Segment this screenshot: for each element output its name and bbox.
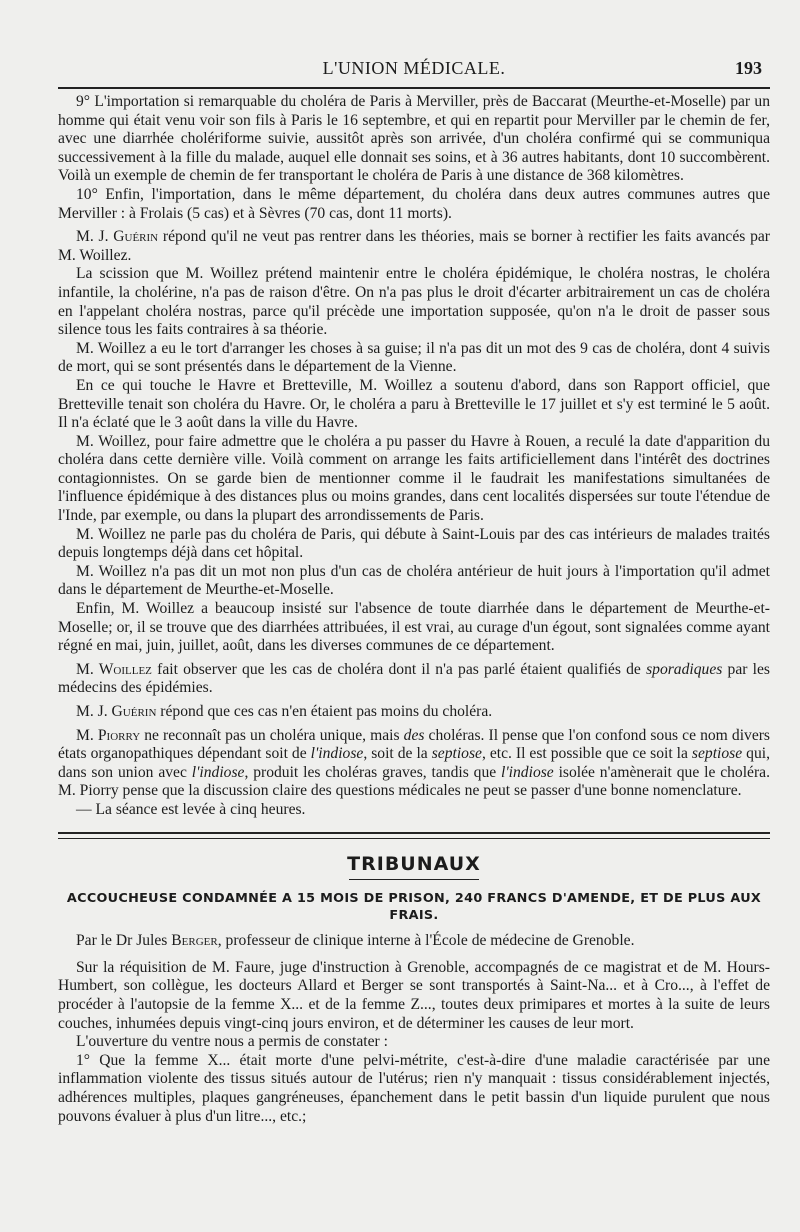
paragraph: M. Woillez n'a pas dit un mot non plus d'un cas de choléra antérieur de huit jours à l'importation qu'il admet dans le département de Meurthe-et-Moselle. — [58, 562, 770, 599]
page-header — [58, 58, 770, 84]
paragraph-text: qui, dans son union avec — [58, 745, 770, 781]
italic-term: sporadiques — [646, 660, 723, 678]
article-title: ACCOUCHEUSE CONDAMNÉE A 15 MOIS DE PRISON, 240 FRANCS D'AMENDE, ET DE PLUS AUX FRAIS. — [66, 891, 762, 924]
paragraph: L'ouverture du ventre nous a permis de constater : — [76, 1033, 388, 1051]
italic-term: septiose — [691, 745, 743, 763]
header-rule — [58, 87, 770, 89]
speaker-name: M. Woillez — [76, 660, 152, 678]
running-title: L'UNION MÉDICALE. — [322, 58, 506, 78]
paragraph: Enfin, M. Woillez a beaucoup insisté sur l'absence de toute diarrhée dans le département de Meurthe-et-Moselle; or, il se trouve que des diarrhées attribuées, il est vrai, au curage d'un égout, sont signalées comme ayant régné en mai, juin, juillet, août, dans les diverses communes de ce département. — [58, 600, 770, 655]
paragraph — [58, 727, 770, 801]
paragraph: M. Woillez ne parle pas du choléra de Paris, qui débute à Saint-Louis par des cas intérieurs de malades traités depuis longtemps déjà dans cet hôpital. — [58, 525, 770, 562]
speaker-name: M. J. Guérin — [76, 228, 159, 246]
paragraph-text: isolée n'amènerait que le choléra. M. Piorry pense que la discussion claire des questions médicales ne peut se passer d'une bonne nomenclature. — [58, 763, 770, 800]
paragraph-text: , etc. Il est possible que ce soit la — [481, 745, 692, 763]
paragraph: En ce qui touche le Havre et Bretteville, M. Woillez a soutenu d'abord, dans son Rapport officiel, que Bretteville tenait son choléra du Havre. Or, le choléra a paru à Bretteville le 17 juillet et s'y est terminé le 5 août. Il n'a éclaté que le 3 août dans la ville du Havre. — [58, 376, 770, 432]
page-number: 193 — [735, 58, 762, 78]
paragraph-text: ne reconnaît pas un choléra unique, mais — [140, 726, 404, 744]
paragraph — [58, 228, 770, 265]
author-name: Berger — [171, 932, 218, 950]
paragraph: 10° Enfin, l'importation, dans le même département, du choléra dans deux autres communes autres que Merviller : à Frolais (5 cas) et à Sèvres (70 cas, dont 11 morts). — [58, 185, 770, 222]
paragraph-text: , soit de la — [363, 745, 432, 763]
paragraph: 9° L'importation si remarquable du choléra de Paris à Merviller, près de Baccarat (Meurthe-et-Moselle) par un homme qui était venu voir son fils à Paris le 16 septembre, et qui en repartit pour Merviller par le chemin de fer, avec une diarrhée cholériforme suivie, aussitôt après son arrivée, d'un choléra confirmé qui se communiqua successivement à la fille du malade, auquel elle donnait ses soins, et à 36 autres habitants, dont 10 succombèrent. Voilà un exemple de chemin de fer transportant le choléra de Paris à une distance de 368 kilomètres. — [58, 93, 770, 185]
italic-term: des — [403, 726, 425, 744]
italic-term: l'indiose — [191, 763, 245, 781]
byline-text: Par le Dr Jules — [76, 932, 172, 950]
paragraph: Sur la réquisition de M. Faure, juge d'instruction à Grenoble, accompagnés de ce magistrat et de M. Hours-Humbert, son collègue, les docteurs Allard et Berger se sont transportés à Saint-Na... et à Cro..., à l'effet de procéder à l'autopsie de la femme X... et de la femme Z..., toutes deux primipares et mortes à la suite de leurs couches, inhumées depuis vingt-cinq jours environ, et de déterminer les causes de leur mort. — [58, 958, 770, 1032]
paragraph: 1° Que la femme X... était morte d'une pelvi-métrite, c'est-à-dire d'une maladie caractérisée par une inflammation violente des tissus situés autour de l'utérus; rien n'y manquait : tissus considérablement injectés, adhérences multiples, plaques gangréneuses, épanchement dans le petit bassin d'un liquide purulent que nous pouvons évaluer à plus d'un litre..., etc.; — [58, 1051, 770, 1125]
italic-term: l'indiose — [501, 763, 554, 781]
paragraph-text: , produit les choléras graves, tandis que — [244, 763, 502, 781]
article-body — [58, 93, 770, 1126]
paragraph-text: choléras. Il pense que l'on confond sous ce nom divers états organopathiques dépendant soit de — [58, 726, 771, 763]
italic-term: l'indiose — [310, 745, 364, 763]
paragraph-text: répond que ces cas n'en étaient pas moins du choléra. — [156, 703, 493, 720]
paragraph: M. Woillez a eu le tort d'arranger les choses à sa guise; il n'a pas dit un mot des 9 cas de choléra, dont 4 suivis de mort, qui se sont présentés dans le département de la Vienne. — [58, 339, 770, 376]
byline-text: , professeur de clinique interne à l'École de médecine de Grenoble. — [217, 932, 635, 950]
speaker-name: M. J. Guérin — [76, 703, 157, 720]
paragraph-text: fait observer que les cas de choléra dont il n'a pas parlé étaient qualifiés de — [151, 660, 647, 678]
paragraph: — La séance est levée à cinq heures. — [76, 800, 306, 818]
speaker-name: M. Piorry — [76, 726, 141, 744]
italic-term: septiose — [431, 745, 482, 763]
paragraph-text: par les médecins des épidémies. — [58, 660, 770, 697]
byline — [58, 932, 770, 951]
paragraph: M. Woillez, pour faire admettre que le choléra a pu passer du Havre à Rouen, a reculé la date d'apparition du choléra dans cette dernière ville. Voilà comment on arrange les faits artificiellement dans l'intérêt des doctrines contagionnistes. On se garde bien de mentionner comme il le faudrait les manifestations simultanées de l'influence épidémique à des distances plus ou moins grandes, dans cent localités dispersées sur toute l'étendue de l'Inde, par exemple, ou dans la plupart des arrondissements de Paris. — [58, 432, 770, 525]
section-divider — [58, 832, 770, 839]
paragraph — [58, 703, 770, 722]
paragraph: La scission que M. Woillez prétend maintenir entre le choléra épidémique, le choléra nostras, le choléra infantile, la cholérine, n'a pas de raison d'être. On n'a pas plus le droit d'écarter arbitrairement un cas de choléra en l'appelant choléra nostras, parce qu'il précède une importation supposée, qu'on n'a le droit de passer sous silence tous les faits contraires à sa théorie. — [58, 265, 770, 339]
heading-underline — [349, 879, 479, 880]
paragraph — [58, 661, 770, 698]
paragraph-text: répond qu'il ne veut pas rentrer dans les théories, mais se borner à rectifier les faits avancés par M. Woillez. — [58, 228, 770, 264]
section-heading: TRIBUNAUX — [347, 852, 481, 875]
